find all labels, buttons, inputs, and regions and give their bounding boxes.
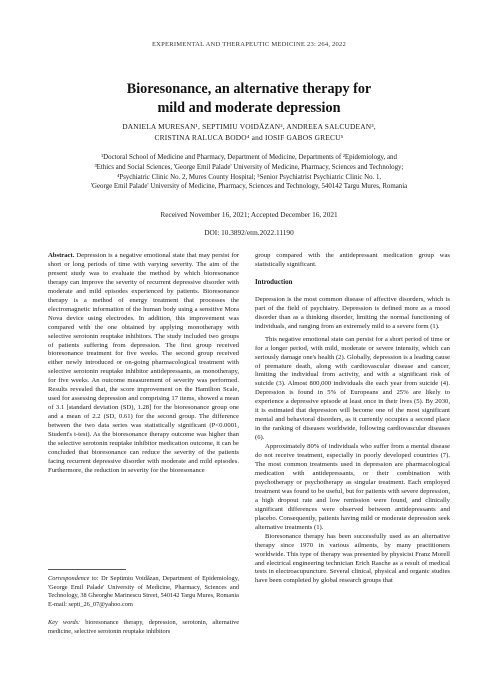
affiliation-line: ³Ethics and Social Sciences, 'George Emil Palade' University of Medicine, Pharmacy, Sciences and Technology;	[94, 163, 404, 171]
affiliation-line: ¹Doctoral School of Medicine and Pharmacy, Department of Medicine, Departments of ²Epidemiology, and	[101, 154, 397, 161]
intro-paragraph: This negative emotional state can persist for a short period of time or for a longer period, with mild, moderate or severe intensity, which can seriously damage one's health (2). Globally, depression is a leading cause of premature death, along with cardiovascular disease and cancer, limiting the individual from activity, and with a significant risk of suicide (3). Almost 800,000 individuals die each year from suicide (4). Depression is found in 5% of Europeans and 25% are likely to experience a depressive episode at least once in their lives (5). By 2030, it is estimated that depression will become one of the most significant mental and behavioral disorders, as it currently occupies a second place in the ranking of diseases worldwide, following cardiovascular diseases (6).	[255, 335, 450, 442]
author-line: DANIELA MURESAN¹, SEPTIMIU VOIDĂZAN², ANDREEA SALCUDEAN³,	[122, 122, 376, 131]
affiliations	[40, 153, 458, 192]
keywords	[48, 619, 239, 636]
affiliation-line: 'George Emil Palade' University of Medicine, Pharmacy, Sciences and Technology, 540142 Targu Mures, Romania	[90, 183, 408, 191]
abstract-continuation: group compared with the antidepressant medication group was statistically significant.	[255, 252, 450, 268]
received-dates: Received November 16, 2021; Accepted December 16, 2021	[160, 210, 338, 219]
author-line: CRISTINA RALUCA BODO⁴ and IOSIF GABOS GRECU⁵	[154, 133, 344, 142]
correspondence-email[interactable]: E-mail: septi_26_07@yahoo.com	[48, 600, 133, 608]
doi-link[interactable]: DOI: 10.3892/etm.2022.11190	[204, 228, 294, 237]
right-column	[255, 252, 450, 586]
running-head: EXPERIMENTAL AND THERAPEUTIC MEDICINE 23: 264, 2022	[151, 41, 347, 48]
footnote	[48, 575, 239, 637]
abstract	[48, 252, 239, 476]
intro-paragraph: Depression is the most common disease of affective disorders, which is part of the field of psychiatry. Depression is defined more as a mood disorder than as a thinking disorder, limiting the normal functioning of individuals, and ranging from an extremely mild to a severe form (1).	[255, 295, 450, 330]
correspondence-label: Correspondence to:	[48, 575, 99, 582]
keywords-label: Key words:	[48, 619, 81, 627]
correspondence	[48, 575, 239, 601]
left-column	[48, 252, 239, 476]
keywords-text: bioresonance therapy, depression, serotonin, alternative medicine, selective serotonin reuptake inhibitors	[48, 619, 240, 635]
affiliation-line: ⁴Psychiatric Clinic No. 2, Mures County Hospital; ⁵Senior Psychiatrist Psychiatric Clinic No. 1,	[116, 173, 382, 181]
correspondence-text: Dr Septimiu Voidăzan, Department of Epidemiology, 'George Emil Palade' University of Medicine, Pharmacy, Sciences and Technology, 38 Gheorghe Marinescu Street, 540142 Targu Mures, Romania	[48, 575, 240, 600]
abstract-text: Depression is a negative emotional state that may persist for short or long periods of time with varying severity. The aim of the present study was to evaluate the method by which bioresonance therapy can improve the severity of recurrent depressive disorder with moderate and mild episodes experienced by patients. Bioresonance therapy is a method of energy treatment that processes the electromagnetic information of the human body using a sensitive Mora Nova device using electrodes. In addition, this improvement was compared with the one obtained by applying monotherapy with selective serotonin reuptake inhibitors. The study included two groups of patients suffering from depression. The first group received bioresonance treatment for five weeks. The second group received either newly introduced or on-going pharmacological treatment with selective serotonin reuptake inhibitor antidepressants, as monotherapy, for five weeks. An outcome measurement of severity was performed. Results revealed that, the score improvement on the Hamilton Scale, used for assessing depression and comprising 17 items, showed a mean of 3.1 [standard deviation (SD), 1.28] for the bioresonance group one and a mean of 2.2 (SD, 0.61) for the second group. The difference between the two data series was statistically significant (P<0.0001, Student's t-test). As the bioresonance therapy outcome was higher than the selective serotonin reuptake inhibitor medication outcome, it can be concluded that bioresonance can reduce the severity of the patients facing recurrent depressive disorder with moderate and mild episodes. Furthermore, the reduction in severity for the bioresonance	[48, 252, 239, 474]
footnote-divider	[48, 569, 126, 570]
intro-paragraph: Bioresonance therapy has been successfully used as an alternative therapy since 1970 in various ailments, by many practitioners worldwide. This type of therapy was presented by physicist Franz Morell and electrical engineering technician Erich Rasche as a result of medical tests in electroacupuncture. Several clinical, physical and organic studies have been completed by global research groups that	[255, 532, 450, 585]
title-line: Bioresonance, an alternative therapy for	[126, 81, 372, 97]
title-line: mild and moderate depression	[157, 99, 341, 116]
abstract-label: Abstract.	[48, 252, 75, 259]
section-heading-introduction: Introduction	[255, 278, 293, 286]
intro-paragraph: Approximately 80% of individuals who suffer from a mental disease do not receive treatment, especially in poorly developed countries (7). The most common treatments used in depression are pharmacological medication with antidepressants, or their combination with psychotherapy or psychotherapy as singular treatment. Each employed treatment was found to be useful, but for patients with severe depression, a high dropout rate and low remission were found, and clinically significant differences were observed between antidepressants and placebo. Consequently, patients having mild or moderate depression seek alternative treatments (1).	[255, 443, 450, 531]
author-list	[0, 121, 498, 143]
article-title	[0, 80, 498, 117]
